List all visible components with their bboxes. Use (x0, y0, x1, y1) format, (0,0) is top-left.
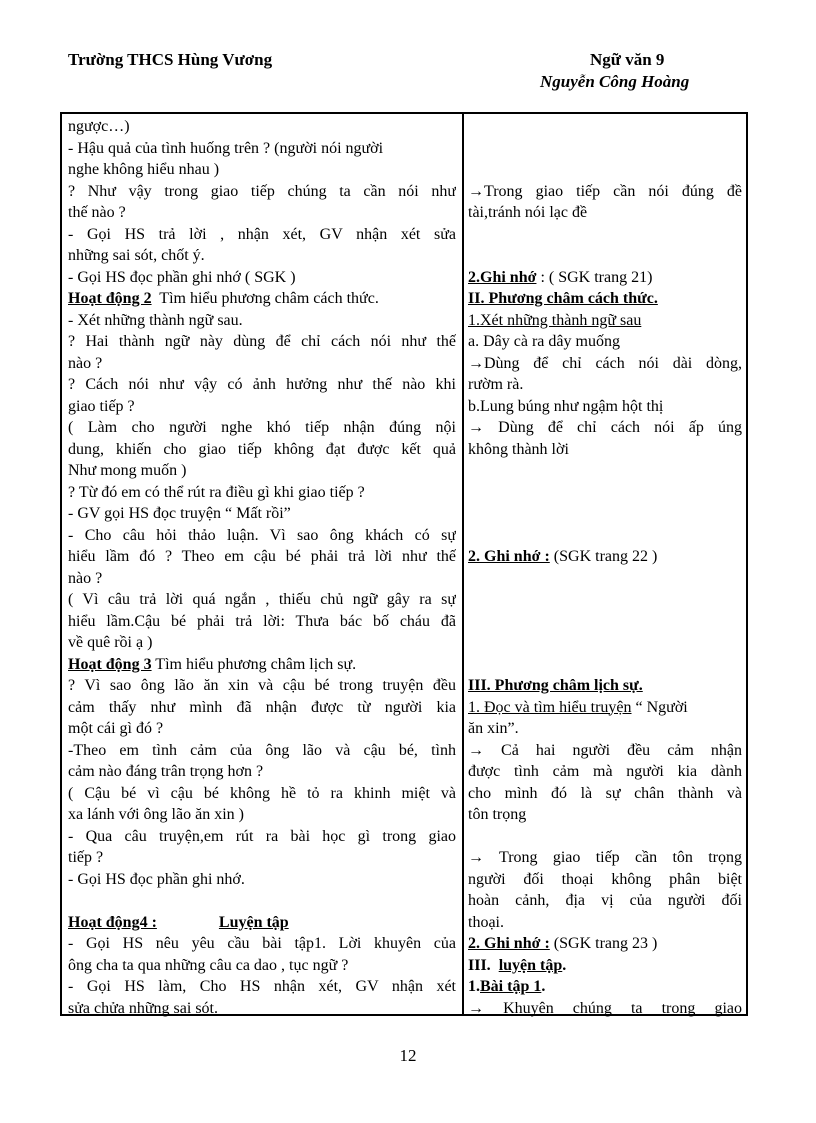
right-line: cho mình đó là sự chân thành và (468, 784, 742, 802)
practice-numeral: III. (468, 956, 491, 974)
left-line: Như mong muốn ) (68, 462, 187, 479)
left-line: ( Vì câu trả lời quá ngắn , thiếu chủ ngữ gây ra sự (68, 591, 456, 608)
right-line: a. Dây cà ra dây muống (468, 333, 620, 350)
author-name: Nguyễn Công Hoàng (540, 72, 690, 91)
exercise-1-num: 1. (468, 978, 480, 995)
right-line: → Khuyên chúng ta trong giao (468, 999, 742, 1017)
column-divider (462, 114, 464, 1014)
left-line: ông cha ta qua những câu ca dao , tục ngữ ? (68, 956, 349, 974)
note-1-line (468, 267, 742, 289)
left-line: ( Làm cho người nghe khó tiếp nhận đúng nội (68, 419, 456, 436)
note-3-line (468, 933, 742, 955)
right-line: → Dùng để chỉ cách nói ấp úng (468, 419, 742, 436)
left-line: -Theo em tình cảm của ông lão và cậu bé, tình (68, 741, 456, 759)
left-line: ? Như vậy trong giao tiếp chúng ta cần nói như (68, 182, 456, 200)
left-line: sửa chửa những sai sót. (68, 999, 218, 1017)
right-line: → Trong giao tiếp cần tôn trọng (468, 849, 742, 866)
exercise-1-label: Bài tập 1 (480, 978, 542, 995)
left-line: - Hậu quả của tình huống trên ? (người nói người (68, 139, 384, 157)
left-line: ngược…) (68, 118, 130, 135)
left-line: - Cho câu hỏi thảo luận. Vì sao ông khách có sự (68, 526, 456, 544)
left-line: - Gọi HS trả lời , nhận xét, GV nhận xét sửa (68, 225, 456, 243)
left-line: - Xét những thành ngữ sau. (68, 311, 243, 329)
note-2-text: (SGK trang 22 ) (553, 548, 658, 565)
right-line: → Cả hai người đều cảm nhận (468, 741, 742, 759)
note-1-label: 2.Ghi nhớ (468, 268, 537, 286)
subject-title: Ngữ văn 9 (590, 50, 665, 69)
section-2-heading: II. Phương châm cách thức. (468, 290, 658, 307)
right-line: →Dùng để chỉ cách nói dài dòng, (468, 354, 742, 372)
right-line: →Trong giao tiếp cần nói đúng đề (468, 182, 742, 200)
note-2-label: 2. Ghi nhớ : (468, 548, 550, 565)
story-name-part: “ Người (635, 698, 688, 716)
left-line: - Gọi HS đọc phần ghi nhớ. (68, 870, 245, 888)
left-line: hiểu lầm đó ? Theo em cậu bé phải trả lời như thế (68, 548, 456, 565)
left-line: hiểu lầm.Cậu bé phải trả lời: Thưa bác bố cháu đã (68, 612, 456, 630)
right-line: hoàn cảnh, địa vị của người đối (468, 892, 742, 909)
practice-label: luyện tập (498, 956, 563, 974)
activity-4-label: Hoạt động4 : (68, 913, 157, 931)
left-line: - Gọi HS làm, Cho HS nhận xét, GV nhận xét (68, 978, 456, 995)
note-3-text: (SGK trang 23 ) (553, 935, 658, 952)
activity-2-line (68, 288, 456, 310)
story-line (468, 697, 742, 719)
teacher-activities-column (68, 116, 456, 1019)
left-line: những sai sót, chốt ý. (68, 247, 205, 264)
left-line: ? Hai thành ngữ này dùng để chỉ cách nói như thế (68, 333, 456, 350)
section-3-heading: III. Phương châm lịch sự. (468, 677, 643, 694)
note-2-line (468, 546, 742, 568)
lesson-table (60, 112, 748, 1016)
left-line: cảm nào đáng trân trọng hơn ? (68, 763, 264, 780)
left-line: ? Vì sao ông lão ăn xin và cậu bé trong truyện đều (68, 677, 456, 694)
left-line: một cái gì đó ? (68, 720, 164, 737)
activity-3-label: Hoạt động 3 (68, 655, 152, 673)
left-line: dung, khiến cho giao tiếp không đạt được kết quả (68, 440, 456, 458)
left-line: xa lánh với ông lão ăn xin ) (68, 806, 244, 823)
activity-4-line (68, 912, 456, 934)
exercise-1-heading (468, 976, 742, 998)
practice-heading (468, 955, 742, 977)
left-line: - Qua câu truyện,em rút ra bài học gì trong giao (68, 827, 456, 845)
left-line: tiếp ? (68, 849, 104, 866)
practice-dot: . (562, 956, 567, 974)
page-number: 12 (399, 1046, 417, 1065)
right-line: 1.Xét những thành ngữ sau (468, 311, 642, 329)
right-line: thoại. (468, 913, 504, 931)
left-line: nào ? (68, 569, 103, 587)
story-title-part: 1. Đọc và tìm hiểu truyện (468, 698, 632, 716)
right-line: tài,tránh nói lạc đề (468, 204, 588, 221)
right-line: b.Lung búng như ngậm hột thị (468, 397, 664, 415)
activity-2-label: Hoạt động 2 (68, 290, 152, 307)
left-line: ? Từ đó em có thể rút ra điều gì khi giao tiếp ? (68, 483, 365, 501)
right-line: người đối thoại không phân biệt (468, 870, 742, 888)
left-line-blank (68, 890, 456, 912)
right-line: tôn trọng (468, 806, 527, 823)
note-3-label: 2. Ghi nhớ : (468, 935, 550, 952)
right-line: rườm rà. (468, 376, 524, 393)
left-line: ( Cậu bé vì cậu bé không hề tỏ ra khinh miệt và (68, 784, 456, 802)
activity-3-line (68, 654, 456, 676)
activity-4-text: Luyện tập (218, 913, 289, 931)
left-line: - Gọi HS nêu yêu cầu bài tập1. Lời khuyên của (68, 935, 456, 952)
exercise-1-dot: . (541, 978, 546, 995)
left-line: về quê rồi ạ ) (68, 634, 153, 651)
left-line: - Gọi HS đọc phần ghi nhớ ( SGK ) (68, 268, 296, 286)
left-line: giao tiếp ? (68, 397, 135, 415)
left-line: - GV gọi HS đọc truyện “ Mất rồi” (68, 505, 291, 522)
left-line: thế nào ? (68, 204, 126, 221)
right-line: không thành lời (468, 440, 569, 458)
activity-3-text: Tìm hiểu phương châm lịch sự. (155, 655, 357, 673)
note-1-text: : ( SGK trang 21) (540, 268, 653, 286)
right-line: ăn xin”. (468, 720, 519, 737)
left-line: cảm thấy như mình đã nhận được từ người kia (68, 698, 456, 716)
left-line: ? Cách nói như vậy có ảnh hưởng như thế nào khi (68, 376, 456, 393)
school-name: Trường THCS Hùng Vương (68, 50, 273, 69)
content-column (468, 116, 742, 1019)
activity-2-text: Tìm hiểu phương châm cách thức. (159, 290, 379, 307)
left-line: nào ? (68, 354, 103, 372)
left-line: nghe không hiểu nhau ) (68, 161, 220, 178)
right-line: được tình cảm mà người kia dành (468, 763, 742, 780)
